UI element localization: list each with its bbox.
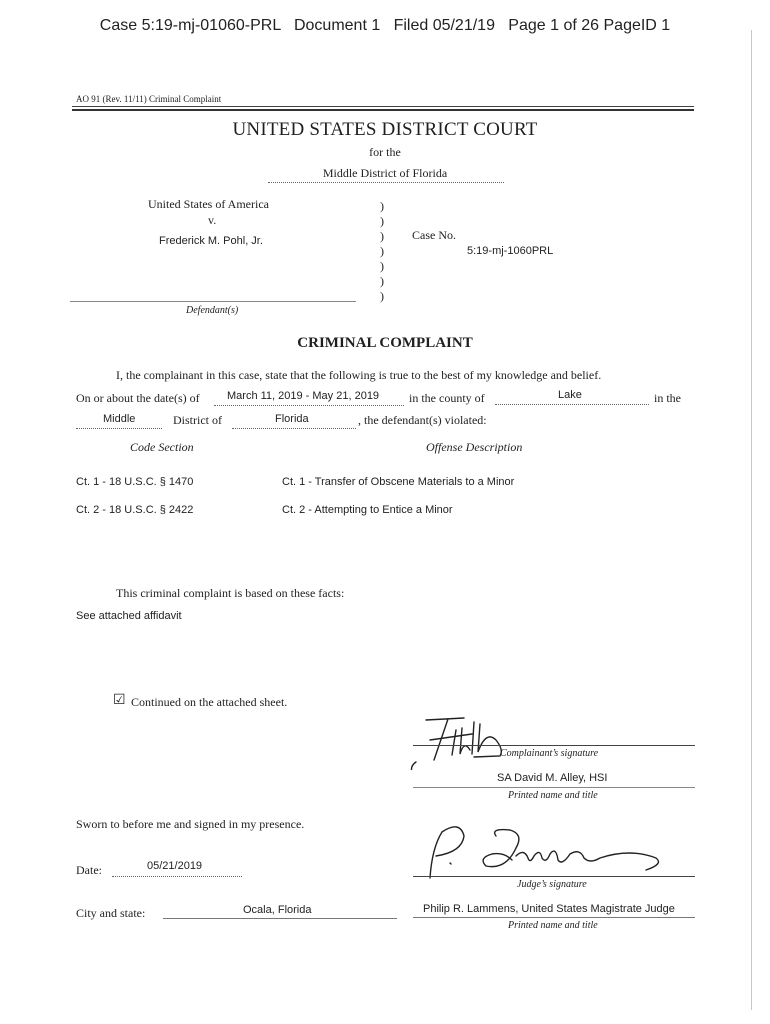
complainant-name-line bbox=[413, 787, 695, 788]
district-value-underline bbox=[76, 428, 162, 429]
judge-signature bbox=[420, 818, 670, 883]
judge-name: Philip R. Lammens, United States Magistrate Judge bbox=[423, 903, 675, 915]
caption-parentheses: ) ) ) ) ) ) ) bbox=[380, 199, 384, 303]
complainant-signature bbox=[404, 710, 544, 770]
county-underline bbox=[495, 404, 649, 405]
state-value: Florida bbox=[275, 413, 309, 425]
plaintiff-name: United States of America bbox=[148, 197, 269, 211]
date-range: March 11, 2019 - May 21, 2019 bbox=[227, 390, 380, 402]
city-label: City and state: bbox=[76, 906, 146, 920]
in-the-label: in the bbox=[654, 391, 681, 405]
case-header: Case 5:19-mj-01060-PRL Document 1 Filed 05/21/19 Page 1 of 26 PageID 1 bbox=[99, 17, 671, 34]
case-no-value: 5:19-mj-1060PRL bbox=[467, 245, 554, 257]
court-district: Middle District of Florida bbox=[322, 166, 448, 180]
continued-label: Continued on the attached sheet. bbox=[131, 695, 288, 709]
judge-signature-label: Judge’s signature bbox=[517, 879, 587, 890]
judge-signature-line bbox=[413, 876, 695, 877]
complainant-printed-label: Printed name and title bbox=[508, 790, 598, 801]
facts-label: This criminal complaint is based on these facts: bbox=[116, 586, 345, 600]
versus-label: v. bbox=[208, 213, 217, 227]
count-2-code: Ct. 2 - 18 U.S.C. § 2422 bbox=[76, 504, 194, 516]
count-1-offense: Ct. 1 - Transfer of Obscene Materials to a Minor bbox=[282, 476, 515, 488]
defendant-name: Frederick M. Pohl, Jr. bbox=[159, 235, 263, 247]
complainant-name: SA David M. Alley, HSI bbox=[497, 772, 608, 784]
court-title: UNITED STATES DISTRICT COURT bbox=[232, 119, 538, 140]
header-rule-thick bbox=[72, 109, 694, 111]
city-underline bbox=[163, 918, 397, 919]
state-underline bbox=[232, 428, 356, 429]
continued-checkbox[interactable]: ☑ bbox=[113, 693, 126, 708]
judge-name-line bbox=[413, 917, 695, 918]
date-value: 05/21/2019 bbox=[147, 860, 203, 872]
count-2-offense: Ct. 2 - Attempting to Entice a Minor bbox=[282, 504, 453, 516]
header-rule-thin bbox=[72, 106, 694, 107]
sworn-statement: Sworn to before me and signed in my presence. bbox=[76, 817, 305, 831]
complainant-signature-line bbox=[413, 745, 695, 746]
count-1-code: Ct. 1 - 18 U.S.C. § 1470 bbox=[76, 476, 194, 488]
court-for-the: for the bbox=[369, 145, 401, 159]
county-prefix: in the county of bbox=[409, 391, 485, 405]
date-prefix: On or about the date(s) of bbox=[76, 391, 200, 405]
district-value: Middle bbox=[103, 413, 136, 425]
violated-label: , the defendant(s) violated: bbox=[358, 413, 487, 427]
defendant-label: Defendant(s) bbox=[186, 305, 239, 316]
complainant-signature-label: Complainant’s signature bbox=[500, 748, 599, 759]
date-underline bbox=[214, 405, 404, 406]
complaint-heading: CRIMINAL COMPLAINT bbox=[297, 335, 473, 351]
code-section-label: Code Section bbox=[130, 440, 194, 454]
judge-printed-label: Printed name and title bbox=[508, 920, 598, 931]
case-no-label: Case No. bbox=[412, 228, 456, 242]
date-value-underline bbox=[112, 876, 242, 877]
district-of-label: District of bbox=[173, 413, 222, 427]
complaint-intro: I, the complainant in this case, state that the following is true to the best of my knowledge and belief. bbox=[116, 368, 602, 382]
date-label: Date: bbox=[76, 863, 102, 877]
form-label: AO 91 (Rev. 11/11) Criminal Complaint bbox=[76, 94, 222, 104]
county-value: Lake bbox=[558, 389, 582, 401]
facts-value: See attached affidavit bbox=[76, 610, 182, 622]
city-value: Ocala, Florida bbox=[243, 904, 312, 916]
district-underline bbox=[268, 182, 504, 183]
defendant-line bbox=[70, 301, 356, 302]
offense-label: Offense Description bbox=[426, 440, 523, 454]
